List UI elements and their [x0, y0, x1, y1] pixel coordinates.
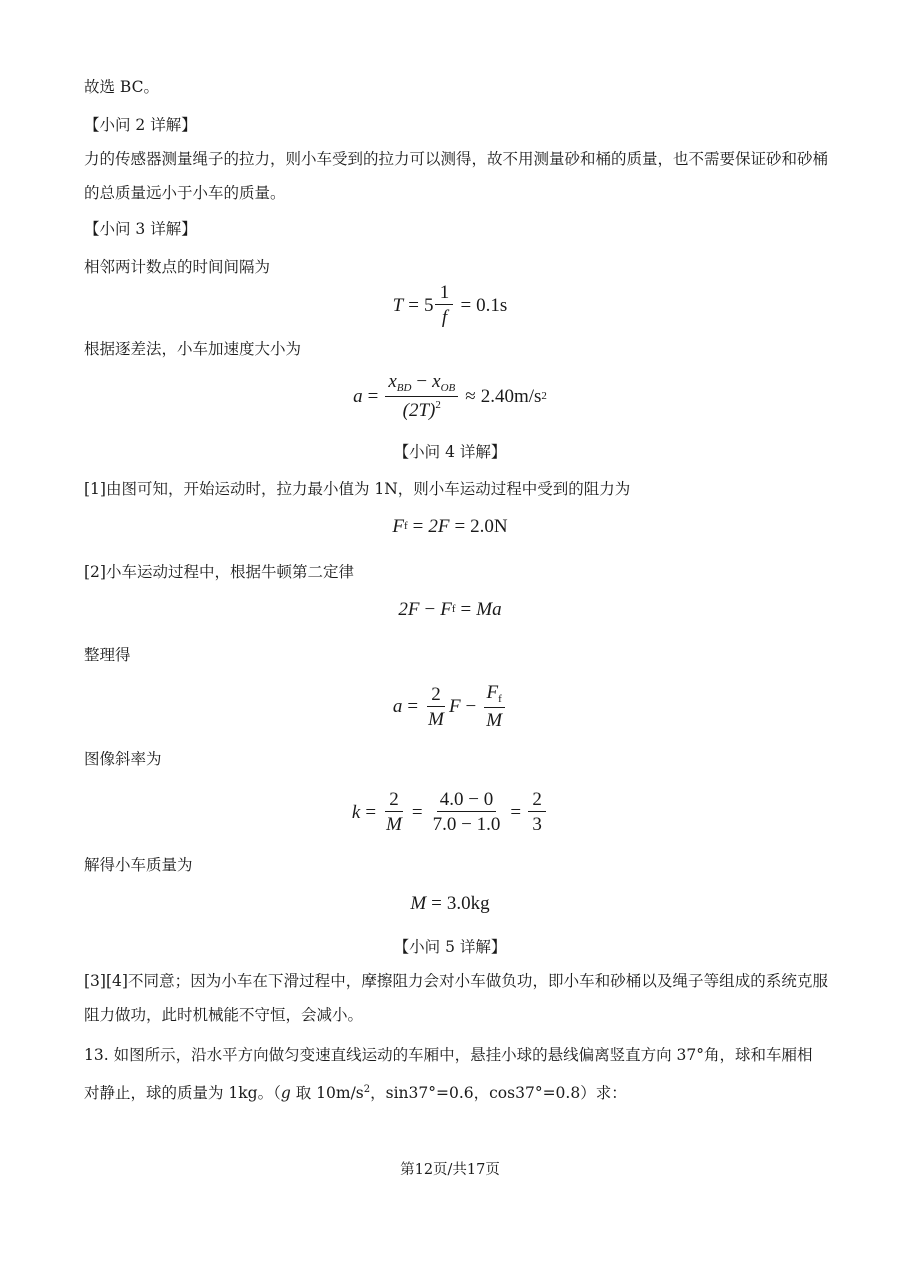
eq1-rhs: 0.1s — [476, 294, 508, 316]
eq5-f: F — [448, 696, 461, 717]
equation-mass — [0, 894, 900, 913]
eq6-frac1 — [383, 790, 405, 834]
eq3-f: F — [392, 516, 404, 537]
eq4-sub: f — [451, 603, 456, 615]
eq7-lhs: M — [410, 893, 427, 914]
eq1-frac — [435, 283, 453, 327]
conclusion-line: 故选 BC。 — [84, 78, 159, 96]
method-text: 根据逐差法，小车加速度大小为 — [84, 340, 302, 358]
eq2-num-x2: x — [432, 371, 441, 392]
q4-text-1: [1]由图可知，开始运动时，拉力最小值为 1N，则小车运动过程中受到的阻力为 — [84, 480, 631, 498]
eq3-eq1: = — [412, 516, 424, 537]
q4-text-4: 图像斜率为 — [84, 750, 162, 768]
eq5-num1: 2 — [427, 685, 445, 707]
eq6-num1: 2 — [385, 790, 403, 812]
eq1-den: f — [441, 307, 448, 328]
equation-acceleration — [0, 372, 900, 420]
eq4-f: F — [440, 599, 452, 620]
q13-g: g — [280, 1084, 291, 1102]
eq6-num3: 2 — [528, 790, 546, 812]
question-13-line-1: 13. 如图所示，沿水平方向做匀变速直线运动的车厢中，悬挂小球的悬线偏离竖直方向 37°角，球和车厢相 — [84, 1046, 813, 1064]
q4-text-2: [2]小车运动过程中，根据牛顿第二定律 — [84, 563, 354, 581]
eq4-lhs: 2F — [398, 599, 420, 620]
eq6-frac3 — [528, 790, 546, 834]
eq5-minus: − — [465, 696, 477, 717]
q2-explanation: 力的传感器测量绳子的拉力，则小车受到的拉力可以测得，故不用测量砂和桶的质量，也不需要保证砂和砂桶的总质量远小于小车的质量。 — [84, 150, 829, 202]
eq4-rhs: Ma — [476, 599, 502, 620]
q13-part1: 对静止，球的质量为 1kg。（ — [84, 1084, 281, 1102]
eq4-minus: − — [424, 599, 436, 620]
eq5-frac1 — [425, 685, 447, 729]
eq6-den1: M — [386, 814, 402, 835]
eq2-den — [400, 397, 444, 420]
equation-newton — [0, 600, 900, 619]
eq2-num-x1: x — [388, 371, 397, 392]
eq2-frac — [385, 372, 458, 420]
eq6-eq2: = — [411, 801, 423, 823]
eq2-num-s2: OB — [440, 382, 456, 394]
eq6-lhs: k — [351, 801, 361, 823]
interval-text: 相邻两计数点的时间间隔为 — [84, 258, 271, 276]
eq5-frac2 — [483, 683, 505, 730]
eq5-num2 — [484, 683, 505, 708]
eq2-den-base: (2T) — [402, 400, 436, 421]
eq3-rhs: 2.0N — [470, 516, 508, 537]
eq3-sub: f — [403, 520, 408, 532]
eq2-eq: = — [367, 385, 379, 407]
eq5-eq: = — [407, 696, 419, 717]
section-heading-q3: 【小问 3 详解】 — [84, 220, 197, 238]
eq6-eq1: = — [365, 801, 377, 823]
eq4-eq: = — [460, 599, 472, 620]
eq5-num2-f: F — [486, 682, 499, 703]
eq7-eq: = — [431, 893, 442, 914]
eq2-num-s1: BD — [396, 382, 412, 394]
eq6-num2: 4.0 − 0 — [437, 790, 496, 812]
page-footer: 第12页/共17页 — [400, 1162, 500, 1178]
eq5-den1: M — [428, 708, 444, 730]
equation-slope — [0, 790, 900, 834]
eq6-den2: 7.0 − 1.0 — [432, 814, 501, 835]
eq7-rhs: 3.0kg — [446, 893, 490, 914]
q4-text-3: 整理得 — [84, 646, 131, 664]
eq6-den3: 3 — [532, 814, 542, 835]
eq1-eq1: = — [408, 294, 419, 316]
section-heading-q5: 【小问 5 详解】 — [393, 938, 507, 956]
eq5-num2-sub: f — [498, 693, 502, 705]
eq1-num: 1 — [435, 283, 453, 305]
eq5-lhs: a — [392, 696, 403, 717]
equation-friction — [0, 517, 900, 536]
q13-sup: 2 — [363, 1084, 371, 1095]
eq6-eq3: = — [510, 801, 522, 823]
section-heading-q2: 【小问 2 详解】 — [84, 116, 197, 134]
equation-period — [0, 283, 900, 327]
q5-explanation: [3][4]不同意；因为小车在下滑过程中，摩擦阻力会对小车做负功，即小车和砂桶以及绳子等组成的系统克服阻力做功，此时机械能不守恒，会减小。 — [84, 972, 828, 1024]
eq1-coef: 5 — [423, 294, 434, 316]
eq2-approx: ≈ — [465, 385, 476, 407]
eq3-eq2: = — [454, 516, 466, 537]
eq1-lhs: T — [392, 294, 404, 316]
eq3-mid: 2F — [428, 516, 450, 537]
eq5-den2: M — [486, 710, 503, 731]
section-heading-q4: 【小问 4 详解】 — [393, 443, 507, 461]
eq1-eq2: = — [460, 294, 472, 316]
eq2-lhs: a — [353, 385, 363, 407]
q4-text-5: 解得小车质量为 — [84, 856, 193, 874]
eq2-rhs: 2.40m/s — [480, 385, 542, 407]
equation-rearranged — [0, 683, 900, 730]
q13-part3: ，sin37°=0.6，cos37°=0.8）求： — [370, 1084, 627, 1102]
question-13-line-2 — [84, 1079, 627, 1104]
q13-part2: 取 10m/s — [290, 1084, 364, 1102]
eq2-num-minus: − — [416, 371, 428, 392]
eq2-rhs-sup: 2 — [541, 389, 547, 402]
eq2-den-sup: 2 — [435, 399, 441, 411]
eq2-num — [385, 372, 458, 397]
eq6-frac2 — [430, 790, 504, 834]
